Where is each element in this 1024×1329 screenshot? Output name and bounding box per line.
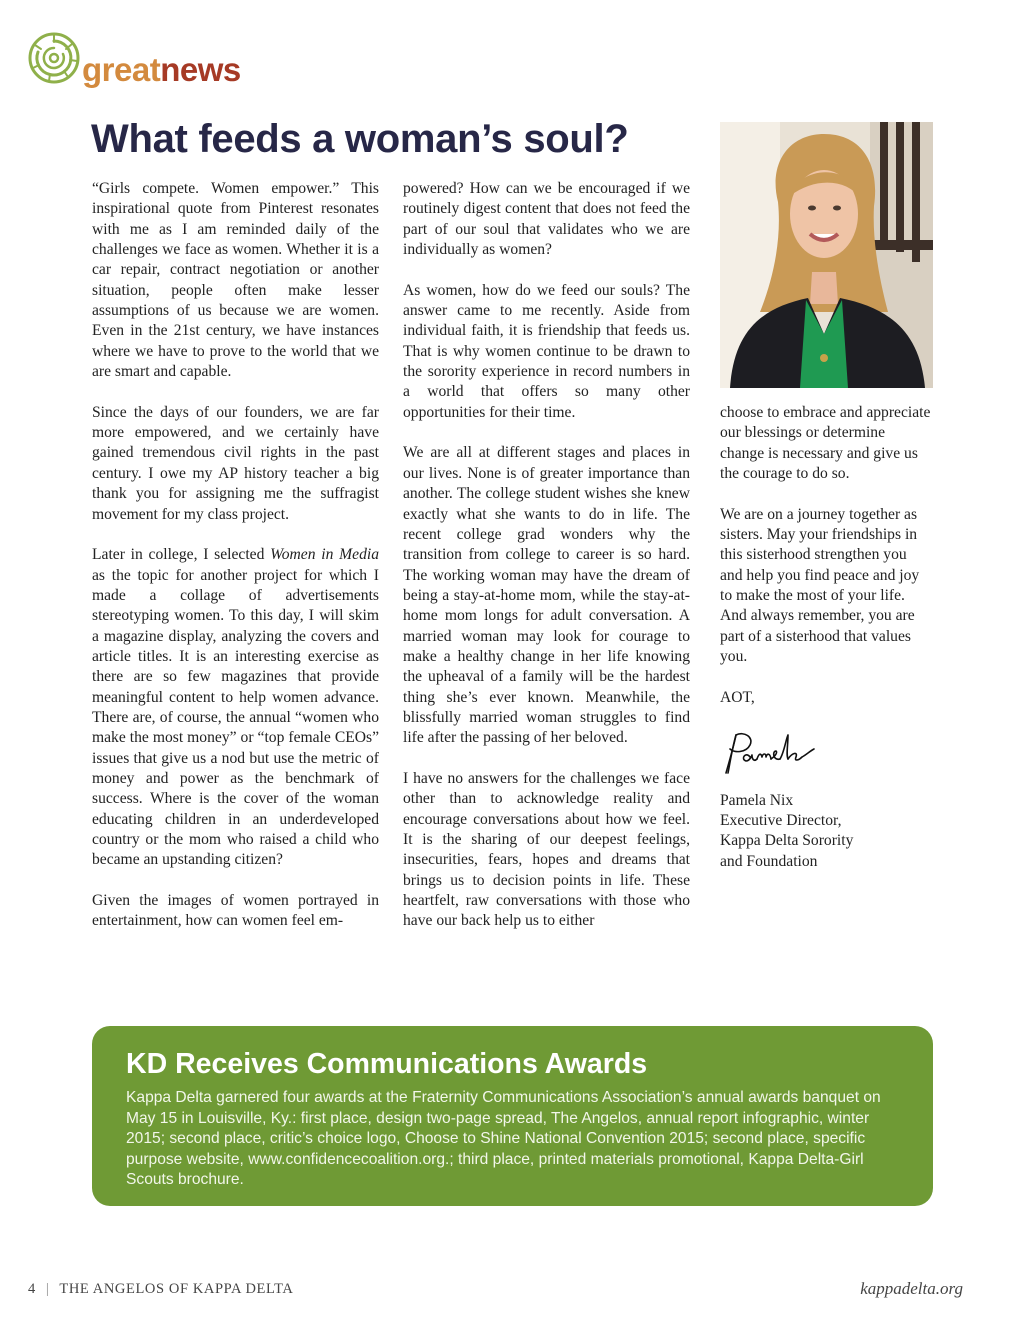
paragraph: powered? How can we be encouraged if we routinely digest content that does not feed the part of our soul that validates who we are individually as women? xyxy=(403,180,690,259)
paragraph: I have no answers for the challenges we face other than to acknowledge reality and encourage conversations about how we feel. It is the sharing of our deepest feelings, insecurities, fears, hopes and dreams that brings us to decision points in life. These heartfelt, raw conversations with those who have our back help us to either xyxy=(403,769,690,930)
article-column-2 xyxy=(403,179,690,952)
paragraph: choose to embrace and appreciate our blessings or determine change is necessary and give us the courage to do so. xyxy=(720,404,931,483)
signature-block xyxy=(720,791,933,872)
logo-news: news xyxy=(160,51,241,88)
signer-title: Kappa Delta Sorority xyxy=(720,832,854,850)
paragraph: We are all at different stages and places in our lives. None is of greater importance than another. The college student wishes she knew exactly what she wants to do in life. The recent college grad wonders why the transition from college to career is so hard. The working woman may have the dream of being a stay-at-home mom, while the stay-at-home mom longs for adult conversation. A married woman may look for courage to make a healthy change in her life knowing the upheaval of a family will be the hardest thing she’s ever known. Meanwhile, the blissfully married woman struggles to find life after the passing of her beloved. xyxy=(403,444,690,747)
logo-great: great xyxy=(82,51,161,88)
signer-title: and Foundation xyxy=(720,852,818,870)
greatnews-logo xyxy=(27,28,267,92)
logo-wordmark xyxy=(82,50,241,90)
publication-name: THE ANGELOS OF KAPPA DELTA xyxy=(59,1281,294,1297)
paragraph: We are on a journey together as sisters. May your friendships in this sisterhood strengthen you and help you find peace and joy to make the most of your life. And always remember, you are part of a sisterhood that values you. xyxy=(720,505,920,666)
page-footer xyxy=(28,1281,294,1298)
handwritten-signature xyxy=(720,729,820,779)
paragraph: As women, how do we feed our souls? The answer came to me recently. Aside from individual faith, it is friendship that feeds us. That is why women continue to be drawn to the sorority experience in record numbers in a world that offers so many other opportunities for their time. xyxy=(403,281,690,421)
awards-callout-box xyxy=(92,1026,933,1206)
paragraph xyxy=(92,545,379,871)
italic-title: Women in Media xyxy=(270,546,379,564)
article-headline: What feeds a woman’s soul? xyxy=(91,117,629,161)
paragraph: “Girls compete. Women empower.” This inspirational quote from Pinterest resonates with me as I am reminded daily of the challenges we face as women. Whether it is a car repair, contract negotiation or another situation, people often make lesser assumptions of us because we are women. Even in the 21st century, we have instances where we have to prove to the world that we are smart and capable. xyxy=(92,180,379,381)
paragraph-text: Later in college, I selected xyxy=(92,546,271,564)
nautilus-shell-icon xyxy=(27,28,83,88)
paragraph: Since the days of our founders, we are far more empowered, and we certainly have gained tremendous civil rights in the past century. I owe my AP history teacher a big thank you for assigning me the suffragist movement for my class project. xyxy=(92,403,379,523)
closing-salutation: AOT, xyxy=(720,688,755,706)
article-column-1 xyxy=(92,179,379,952)
footer-website: kappadelta.org xyxy=(860,1279,963,1298)
author-portrait-photo xyxy=(720,122,933,388)
page-number: 4 xyxy=(28,1281,36,1297)
paragraph-text: as the topic for another project for which I made a collage of advertisements stereotyping women. To this day, I will skim a magazine display, analyzing the covers and article titles. It is an interesting exercise as there are so few magazines that provide meaningful content to help women advance. There are, of course, the annual “women who make the most money” or “top female CEOs” issues that give us a nod but use the metric of money and power as the benchmark of success. Where is the cover of the woman educating children in an underdeveloped country or the mom who raised a child who became an upstanding citizen? xyxy=(92,566,379,869)
article-column-3 xyxy=(720,403,933,872)
signer-title: Executive Director, xyxy=(720,811,842,829)
awards-body: Kappa Delta garnered four awards at the Fraternity Communications Association’s annual awards banquet on May 15 in Louisville, Ky.: first place, design two-page spread, The Angelos, annual report infographic, winter 2015; second place, critic’s choice logo, Choose to Shine National Convention 2015; second place, specific purpose website, www.confidencecoalition.org.; third place, printed materials promotional, Kappa Delta-Girl Scouts brochure. xyxy=(126,1089,881,1189)
paragraph: Given the images of women portrayed in entertainment, how can women feel em- xyxy=(92,892,379,930)
footer-separator: | xyxy=(45,1281,50,1297)
awards-title: KD Receives Communications Awards xyxy=(126,1048,648,1080)
signer-name: Pamela Nix xyxy=(720,791,794,809)
